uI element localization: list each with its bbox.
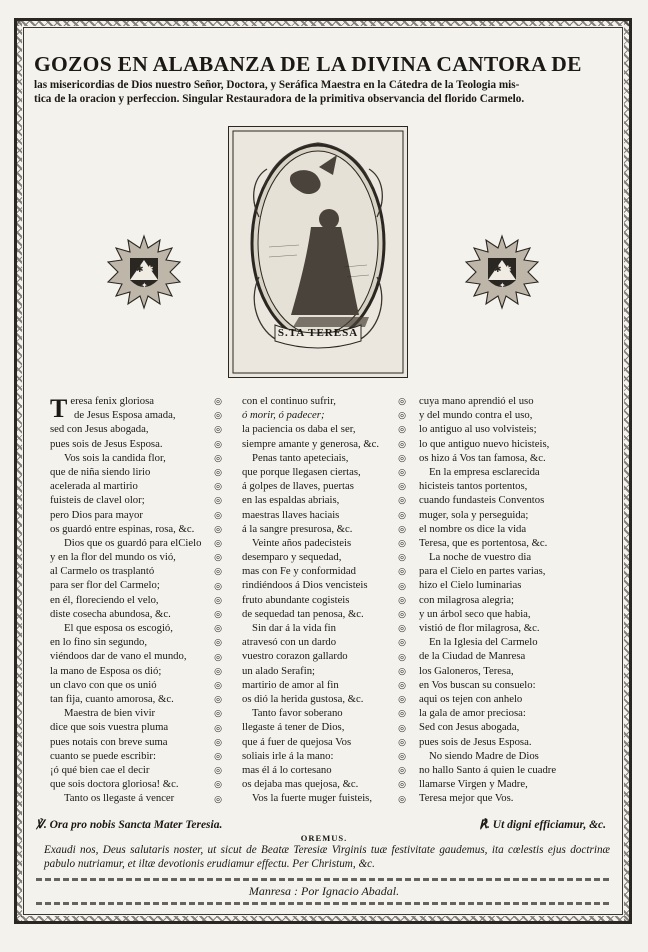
verse-line: lo antiguo al uso volvisteis; xyxy=(419,423,537,436)
verse-line: la mano de Esposa os dió; xyxy=(50,664,162,677)
svg-text:✱: ✱ xyxy=(136,265,144,275)
verse-line: pues sois de Jesus Esposa. xyxy=(50,437,163,450)
verse-line: Vos sois la candida flor, xyxy=(64,451,166,464)
verse-line: Teresa mejor que Vos. xyxy=(419,792,514,805)
verse-line: muger, sola y perseguida; xyxy=(419,508,529,521)
verse-line: Veinte años padecisteis xyxy=(252,536,352,549)
verse-line: os dió la herida gustosa, &c. xyxy=(242,692,364,705)
svg-text:✱: ✱ xyxy=(494,265,502,275)
verse-line: que de niña siendo lirio xyxy=(50,465,151,478)
verse-line: que sois doctora gloriosa! &c. xyxy=(50,778,179,791)
ornament-column-left: ◎ ◎ ◎ ◎ ◎ ◎ ◎ ◎ ◎ ◎ ◎ ◎ ◎ ◎ ◎ ◎ ◎ ◎ ◎ ◎ ◎ ◎ ◎ ◎ ◎ ◎ ◎ ◎ ◎ xyxy=(214,396,222,804)
verse-line: en él, floreciendo el velo, xyxy=(50,593,159,606)
verse-line: En la empresa esclarecida xyxy=(429,465,540,478)
verse-line: La noche de vuestro dia xyxy=(429,551,532,564)
verse-line: con milagrosa alegria; xyxy=(419,593,514,606)
verse-line: tan fija, cuanto amorosa, &c. xyxy=(50,692,174,705)
verse-line: de Jesus Esposa amada, xyxy=(74,409,176,422)
verse-line: El que esposa os escogió, xyxy=(64,622,173,634)
verse-line: cuando fundasteis Conventos xyxy=(419,494,545,507)
verse-line: rindiéndoos á Dios vencisteis xyxy=(242,579,368,592)
verse-line: viéndoos dar de vano el mundo, xyxy=(50,650,187,663)
verse-line: llamarse Virgen y Madre, xyxy=(419,778,528,791)
verse-line: sed con Jesus abogada, xyxy=(50,423,149,436)
verse-column-2 xyxy=(228,394,402,805)
verse-line: os guardó entre espinas, rosa, &c. xyxy=(50,522,195,535)
verse-line: Sed con Jesus abogada, xyxy=(419,721,520,734)
verse-column-3 xyxy=(405,394,615,805)
verse-line: ó morir, ó padecer; xyxy=(242,409,325,422)
verse-column-1 xyxy=(50,394,226,805)
verse-line: soliais irle á la mano: xyxy=(242,749,334,762)
verse-line: En la Iglesia del Carmelo xyxy=(429,636,538,649)
verse-line: Maestra de bien vivir xyxy=(64,707,156,720)
verse-line: de sequedad tan penosa, &c. xyxy=(242,607,364,620)
verse-line: pues sois de Jesus Esposa. xyxy=(419,735,532,748)
verse-line: No siendo Madre de Dios xyxy=(429,749,539,762)
verse-line: cuya mano aprendió el uso xyxy=(419,395,534,407)
saint-teresa-engraving xyxy=(228,126,408,378)
verse-line: fruto abundante cogisteis xyxy=(242,593,350,606)
page-subtitle xyxy=(34,78,614,106)
svg-text:✱: ✱ xyxy=(146,265,154,275)
divider-rule xyxy=(36,902,612,905)
verse-line: la paciencia os daba el ser, xyxy=(242,423,356,436)
verse-line: martirio de amor al fin xyxy=(242,678,339,691)
verse-line: mas con Fe y conformidad xyxy=(242,565,356,578)
verse-line: un alado Serafin; xyxy=(242,664,316,677)
engraving-caption: S.TA TERESA xyxy=(277,327,359,339)
verse-line: de la Ciudad de Manresa xyxy=(419,650,526,663)
verse-line: en las espaldas abriais, xyxy=(242,494,340,507)
verse-line: y del mundo contra el uso, xyxy=(419,409,533,422)
oremus-heading: OREMUS. xyxy=(300,833,348,843)
svg-text:✦: ✦ xyxy=(141,281,148,290)
verse-line: con el continuo sufrir, xyxy=(242,395,336,407)
verse-line: ¡ó qué bien cae el decir xyxy=(50,763,150,776)
verse-line: á la sangre presurosa, &c. xyxy=(242,522,353,535)
ornamental-border-left xyxy=(17,21,22,921)
svg-text:✦: ✦ xyxy=(499,281,506,290)
subtitle-line: tica de la oracion y perfeccion. Singular Restauradora de la primitiva observancia del florido Carmelo. xyxy=(34,93,525,105)
verse-line: mas él á lo cortesano xyxy=(242,763,332,776)
verse-line: cuanto se puede escribir: xyxy=(50,749,156,762)
verse-line: Tanto favor soberano xyxy=(252,707,343,720)
verse-line: la gala de amor preciosa: xyxy=(419,707,526,720)
verse-line: los Galoneros, Teresa, xyxy=(419,664,514,677)
printer-imprint: Manresa : Por Ignacio Abadal. xyxy=(248,884,400,898)
verse-line: aqui os tejen con anhelo xyxy=(419,692,523,705)
drop-cap: T xyxy=(50,394,68,423)
verse-line: acelerada al martirio xyxy=(50,480,138,493)
verse-line: que porque llegasen ciertas, xyxy=(242,465,361,478)
verse-line: y un árbol seco que habia, xyxy=(419,607,531,620)
versicle-left: ℣. Ora pro nobis Sancta Mater Teresia. xyxy=(36,819,223,831)
verse-line: maestras llaves haciais xyxy=(242,508,340,521)
versicle-response: ℟. Ut digni efficiamur, &c. xyxy=(479,819,606,831)
verse-line: Teresa fenix gloriosa xyxy=(50,394,155,423)
verse-line: Penas tanto apeteciais, xyxy=(252,451,349,464)
verse-line: hicisteis tantos portentos, xyxy=(419,480,528,493)
verse-line: fuisteis de clavel olor; xyxy=(50,494,145,507)
verse-line: os hizo á Vos tan famosa, &c. xyxy=(419,451,546,464)
svg-text:✱: ✱ xyxy=(504,265,512,275)
verse-line: á golpes de llaves, puertas xyxy=(242,480,354,493)
divider-rule xyxy=(36,878,612,881)
verse-line: en Vos buscan su consuelo: xyxy=(419,678,536,691)
verse-line: en lo fino sin segundo, xyxy=(50,636,148,649)
verse-line: Teresa, que es portentosa, &c. xyxy=(419,536,548,549)
verse-line: pues notais con breve suma xyxy=(50,735,168,748)
verse-line: diste cosecha abundosa, &c. xyxy=(50,607,171,620)
ornamental-border-right xyxy=(624,21,629,921)
verse-line: que á fuer de quejosa Vos xyxy=(242,735,352,748)
verse-line: llegaste á tener de Dios, xyxy=(242,721,345,734)
subtitle-line: las misericordias de Dios nuestro Señor, Doctora, y Seráfica Maestra en la Cátedra de la Teologia mis- xyxy=(34,79,520,91)
verse-line: os dejaba mas quejosa, &c. xyxy=(242,778,359,791)
verse-line: un clavo con que os unió xyxy=(50,678,157,691)
verse-line: al Carmelo os trasplantó xyxy=(50,565,155,578)
verse-line: Tanto os llegaste á vencer xyxy=(64,792,175,805)
ornamental-border-bottom xyxy=(17,916,629,921)
verse-line: Sin dar á la vida fin xyxy=(252,622,336,634)
versicle xyxy=(36,817,612,831)
verse-line: para ser flor del Carmelo; xyxy=(50,579,160,592)
verse-line: dice que sois vuestra pluma xyxy=(50,721,169,734)
verse-line: Dios que os guardó para elCielo xyxy=(64,536,202,549)
ornament-column-right: ◎ ◎ ◎ ◎ ◎ ◎ ◎ ◎ ◎ ◎ ◎ ◎ ◎ ◎ ◎ ◎ ◎ ◎ ◎ ◎ ◎ ◎ ◎ ◎ ◎ ◎ ◎ ◎ ◎ xyxy=(398,396,406,804)
verse-line: y en la flor del mundo os vió, xyxy=(50,551,176,564)
verse-line: vuestro corazon gallardo xyxy=(242,650,348,663)
ornamental-border-top xyxy=(17,21,629,26)
verse-line: Vos la fuerte muger fuisteis, xyxy=(252,792,373,805)
carmelite-shield-icon xyxy=(104,232,184,312)
verse-line: desemparo y sequedad, xyxy=(242,551,342,564)
carmelite-shield-icon xyxy=(462,232,542,312)
verse-line: no hallo Santo á quien le cuadre xyxy=(419,763,557,776)
verse-line: lo que antiguo nuevo hicisteis, xyxy=(419,437,550,450)
verse-line: pero Dios para mayor xyxy=(50,508,143,521)
verse-line: siempre amante y generosa, &c. xyxy=(242,437,380,450)
page-title: GOZOS EN ALABANZA DE LA DIVINA CANTORA DE xyxy=(34,52,582,76)
verse-line: atravesó con un dardo xyxy=(242,636,337,649)
closing-prayer: Exaudi nos, Deus salutaris noster, ut sicut de Beatæ Teresiæ Virginis tuæ festivitate gaudemus, ita cœlestis ejus doctrinæ pabulo nutriamur, et iltæ devotionis erudiamur effectu. Per Christum, &c. xyxy=(44,844,610,870)
verse-line: vistió de flor milagrosa, &c. xyxy=(419,622,540,634)
engraving-illustration xyxy=(229,127,407,377)
verse-line: el nombre os dice la vida xyxy=(419,522,527,535)
verse-line: para el Cielo en partes varias, xyxy=(419,565,546,578)
verse-line: hizo el Cielo luminarias xyxy=(419,579,522,592)
